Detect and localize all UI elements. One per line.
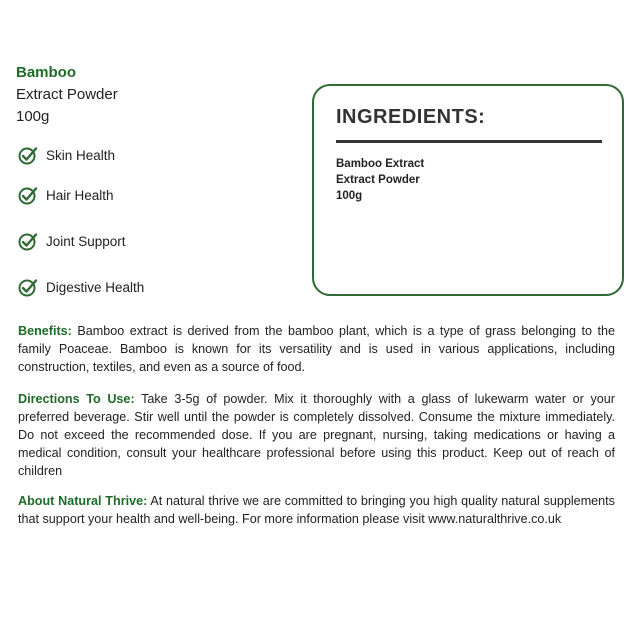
- ingredients-list: [336, 156, 424, 204]
- about-text: At natural thrive we are committed to bringing you high quality natural supplements that support your health and well-being. For more information please visit www.naturalthrive.co.uk: [18, 494, 615, 526]
- benefit-label: Hair Health: [46, 187, 114, 203]
- benefits-paragraph: [18, 322, 615, 376]
- directions-label: Directions To Use:: [18, 392, 135, 406]
- check-circle-icon: [18, 145, 38, 165]
- product-name: Bamboo: [16, 64, 76, 81]
- directions-text: Take 3-5g of powder. Mix it thoroughly with a glass of lukewarm water or your preferred beverage. Stir well until the powder is completely dissolved. Consume the mixture immediately. Do not exceed the recommended dose. If you are pregnant, nursing, taking medications or having a medical condition, consult your healthcare professional before using this product. Keep out of reach of children: [18, 392, 615, 478]
- directions-paragraph: [18, 390, 615, 480]
- ingredients-divider: [336, 140, 602, 143]
- benefits-text: Bamboo extract is derived from the bamboo plant, which is a type of grass belonging to the family Poaceae. Bamboo is known for its versatility and is used in various applications, including construction, textiles, and even as a source of food.: [18, 324, 615, 374]
- product-weight: 100g: [16, 108, 50, 125]
- benefit-item-hair-health: [18, 184, 114, 206]
- benefits-label: Benefits:: [18, 324, 72, 338]
- product-subtitle: Extract Powder: [16, 86, 118, 103]
- about-paragraph: [18, 492, 615, 528]
- ingredient-item: Bamboo Extract: [336, 158, 425, 170]
- ingredient-item: 100g: [336, 190, 363, 202]
- benefit-item-skin-health: [18, 144, 115, 166]
- check-circle-icon: [18, 231, 38, 251]
- benefit-label: Digestive Health: [46, 279, 145, 295]
- check-circle-icon: [18, 185, 38, 205]
- benefit-label: Skin Health: [46, 147, 116, 163]
- ingredient-item: Extract Powder: [336, 174, 420, 186]
- check-circle-icon: [18, 277, 38, 297]
- benefit-item-joint-support: [18, 230, 126, 252]
- about-label: About Natural Thrive:: [18, 494, 148, 508]
- ingredients-heading: INGREDIENTS:: [336, 106, 486, 128]
- benefit-label: Joint Support: [46, 233, 126, 249]
- benefit-item-digestive-health: [18, 276, 144, 298]
- ingredients-box: [312, 84, 624, 296]
